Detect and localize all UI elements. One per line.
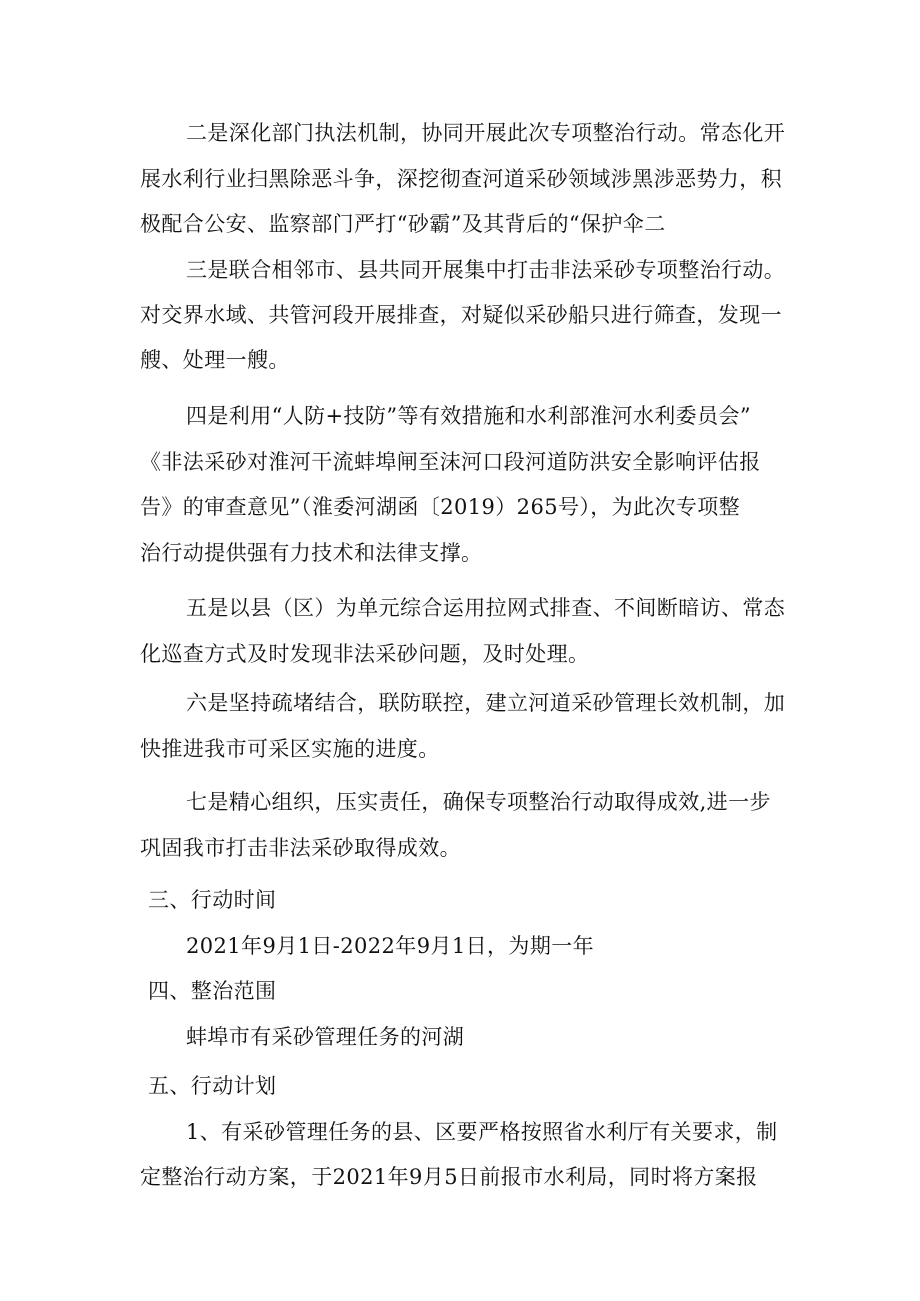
paragraph-4-line-2: 《非法采砂对淮河干流蚌埠闸至沫河口段河道防洪安全影响评估报 (140, 450, 761, 474)
section-body-scope: 蚌埠市有采砂管理任务的河湖 (186, 1025, 465, 1049)
section-body-action-time: 2021年9月1日-2022年9月1日，为期一年 (186, 934, 595, 958)
paragraph-3-line-3: 艘、处理一艘。 (140, 348, 290, 372)
action-plan-line-1: 1、有采砂管理任务的县、区要严格按照省水利厅有关要求，制 (186, 1120, 778, 1144)
section-heading-scope: 四、整治范围 (148, 979, 277, 1003)
paragraph-6-line-2: 快推进我市可采区实施的进度。 (140, 737, 440, 761)
section-heading-action-time: 三、行动时间 (148, 888, 277, 912)
paragraph-4-line-3: 告》的审查意见”（淮委河湖函〔2019）265号），为此次专项整 (140, 495, 741, 519)
paragraph-2-line-2: 展水利行业扫黑除恶斗争，深挖彻查河道采砂领域涉黑涉恶势力，积 (140, 167, 782, 191)
paragraph-4-line-4: 治行动提供强有力技术和法律支撑。 (140, 541, 483, 565)
paragraph-5-line-2: 化巡查方式及时发现非法采砂问题，及时处理。 (140, 642, 590, 666)
paragraph-3-line-2: 对交界水域、共管河段开展排查，对疑似采砂船只进行筛查，发现一 (140, 303, 782, 327)
paragraph-2-line-1: 二是深化部门执法机制，协同开展此次专项整治行动。常态化开 (186, 121, 786, 145)
paragraph-2-line-3: 极配合公安、监察部门严打“砂霸”及其背后的“保护伞二 (140, 212, 666, 236)
paragraph-7-line-2: 巩固我市打击非法采砂取得成效。 (140, 836, 461, 860)
paragraph-7-line-1: 七是精心组织，压实责任，确保专项整治行动取得成效,进一步 (186, 790, 771, 814)
paragraph-4-line-1: 四是利用“人防+技防”等有效措施和水利部淮河水利委员会” (186, 404, 752, 428)
paragraph-3-line-1: 三是联合相邻市、县共同开展集中打击非法采砂专项整治行动。 (186, 258, 786, 282)
paragraph-5-line-1: 五是以县（区）为单元综合运用拉网式排查、不间断暗访、常态 (186, 596, 786, 620)
paragraph-6-line-1: 六是坚持疏堵结合，联防联控，建立河道采砂管理长效机制，加 (186, 691, 786, 715)
action-plan-line-2: 定整治行动方案，于2021年9月5日前报市水利局，同时将方案报 (140, 1165, 758, 1189)
section-heading-action-plan: 五、行动计划 (148, 1074, 277, 1098)
